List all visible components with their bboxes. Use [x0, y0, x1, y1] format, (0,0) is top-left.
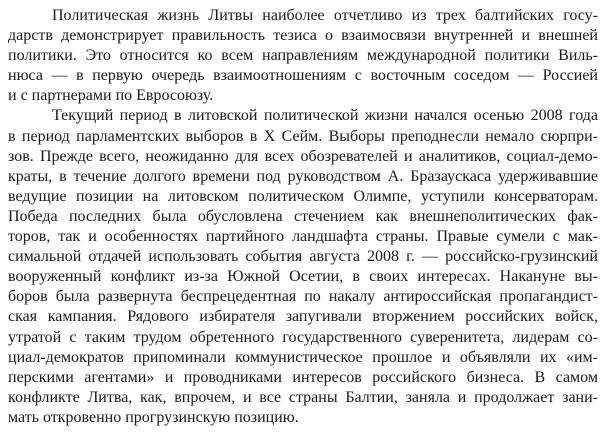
text-line: симальной отдачей использовать события августа 2008 г. — российско-грузинский [8, 248, 598, 266]
paragraph-2 [8, 106, 598, 428]
paragraph-1 [8, 6, 598, 106]
text-line: утратой с таким трудом обретенного государственного суверенитета, лидерам со- [8, 328, 598, 346]
text-line: нюса — в первую очередь взаимоотношениям с восточным соседом — Россией [8, 67, 598, 85]
text-line: конфликте Литва, как, впрочем, и все страны Балтии, заняла и продолжает зани- [8, 388, 598, 406]
text-line: мать откровенно прогрузинскую позицию. [8, 408, 299, 426]
text-line: Победа последних была обусловлена стечением как внешнеполитических фак- [8, 207, 598, 225]
text-line: зов. Прежде всего, неожиданно для всех обозревателей и аналитиков, социал-демо- [8, 147, 598, 165]
text-line: дарств демонстрирует правильность тезиса о взаимосвязи внутренней и внешней [8, 27, 598, 45]
text-line: торов, так и особенностях партийного ландшафта страны. Правые сумели с мак- [8, 228, 598, 246]
text-line: в период парламентских выборов в Х Сейм. Выборы преподнесли немало сюрпри- [8, 127, 598, 145]
text-line: вооруженный конфликт из-за Южной Осетии, в своих интересах. Накануне вы- [8, 268, 598, 286]
text-line: перскими агентами» и проводниками интересов российского бизнеса. В самом [8, 368, 598, 386]
text-line: Текущий период в литовской политической жизни начался осенью 2008 года [52, 107, 598, 125]
text-line: политики. Это относится ко всем направлениям международной политики Виль- [8, 47, 598, 65]
text-line: и с партнерами по Евросоюзу. [8, 87, 214, 105]
text-line: краты, в течение долгого времени под руководством А. Бразаускаса удерживавшие [8, 167, 598, 185]
document-page [8, 6, 598, 428]
text-line: ведущие позиции на литовском политическом Олимпе, уступили консерваторам. [8, 187, 598, 205]
text-line: боров была развернута беспрецедентная по накалу антироссийская пропагандист- [8, 288, 598, 306]
text-line: ская кампания. Рядового избирателя запугивали вторжением российских войск, [8, 308, 598, 326]
text-line: Политическая жизнь Литвы наиболее отчетливо из трех балтийских госу- [52, 7, 598, 24]
text-line: циал-демократов припоминали коммунистическое прошлое и объявляли их «им- [8, 348, 598, 366]
